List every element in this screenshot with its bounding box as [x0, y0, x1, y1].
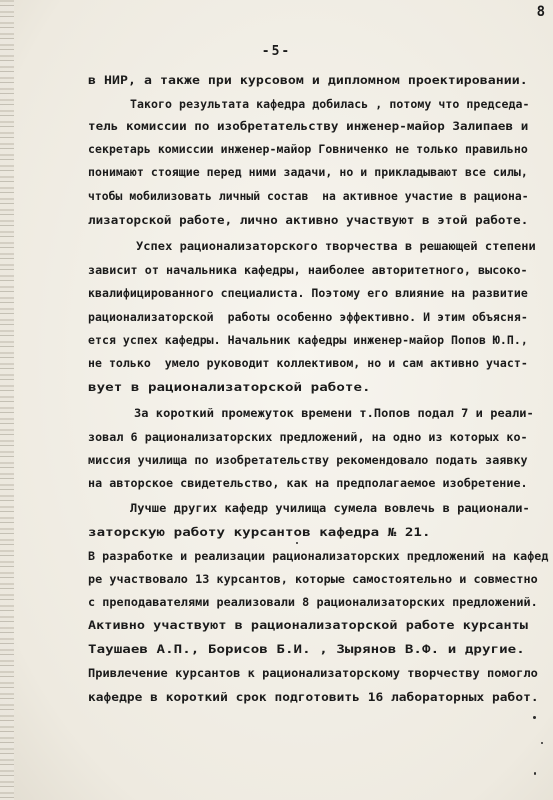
scan-speck — [296, 542, 298, 544]
text-line: квалифицированного специалиста. Поэтому его влияние на развитие — [88, 287, 528, 300]
text-line: в НИР, а также при курсовом и дипломном проектировании. — [88, 74, 528, 87]
text-line: понимают стоящие перед ними задачи, но и прикладывают все силы, — [88, 166, 528, 179]
text-line: рационализаторской работы особенно эффективно. И этим объясня- — [88, 311, 528, 324]
text-line: кафедре в короткий срок подготовить 16 лабораторных работ. — [88, 691, 539, 704]
corner-mark: 8 — [536, 4, 545, 20]
text-line: ется успех кафедры. Начальник кафедры инженер-майор Попов Ю.П., — [88, 334, 528, 347]
text-line: миссия училища по изобретательству рекомендовало подать заявку — [88, 454, 528, 467]
text-line: лизаторской работе, лично активно участвуют в этой работе. — [88, 214, 529, 227]
scan-speck — [533, 716, 536, 719]
text-line: Активно участвуют в рационализаторской работе курсанты — [88, 619, 528, 632]
text-line: Успех рационализаторского творчества в решающей степени — [136, 240, 536, 253]
text-line: с преподавателями реализовали 8 рационализаторских предложений. — [88, 596, 538, 609]
scan-edge — [0, 0, 14, 800]
text-line: чтобы мобилизовать личный состав на активное участие в рациона- — [88, 190, 529, 203]
text-line: За короткий промежуток времени т.Попов подал 7 и реали- — [134, 407, 534, 420]
page-number: -5- — [261, 44, 292, 59]
text-line: на авторское свидетельство, как на предполагаемое изобретение. — [88, 477, 528, 490]
text-line: секретарь комиссии инженер-майор Говниченко не только правильно — [88, 143, 528, 156]
scan-speck — [541, 742, 543, 744]
scan-speck — [534, 772, 536, 775]
text-line: В разработке и реализации рационализаторских предложений на кафед — [88, 550, 549, 563]
text-line: вует в рационализаторской работе. — [88, 381, 371, 394]
text-line: Лучше других кафедр училища сумела вовлечь в рационали- — [130, 502, 530, 515]
text-line: Таушаев А.П., Борисов Б.И. , Зырянов В.Ф. и другие. — [88, 643, 525, 656]
text-line: тель комиссии по изобретательству инженер-майор Залипаев и — [88, 120, 529, 133]
text-line: заторскую работу курсантов кафедра № 21. — [88, 526, 431, 539]
text-line: Привлечение курсантов к рационализаторскому творчеству помогло — [88, 667, 538, 680]
text-line: зовал 6 рационализаторских предложений, на одно из которых ко- — [88, 431, 528, 444]
text-line: не только умело руководит коллективом, но и сам активно участ- — [88, 357, 528, 370]
text-line: Такого результата кафедра добилась , потому что председа- — [130, 98, 530, 111]
text-line: ре участвовало 13 курсантов, которые самостоятельно и совместно — [88, 573, 538, 586]
text-line: зависит от начальника кафедры, наиболее авторитетного, высоко- — [88, 264, 528, 277]
